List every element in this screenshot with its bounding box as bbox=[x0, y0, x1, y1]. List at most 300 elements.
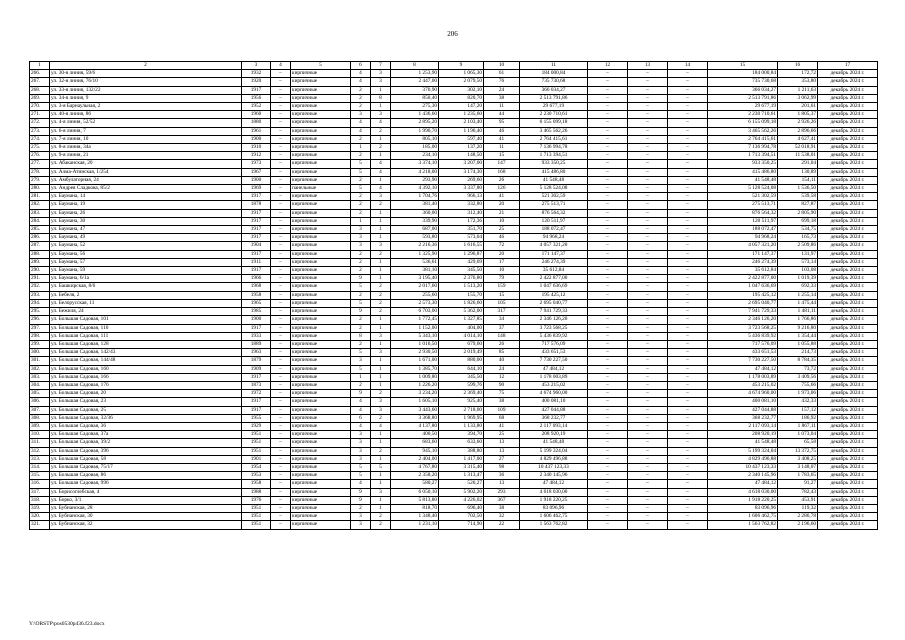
table-cell: – bbox=[668, 217, 708, 225]
table-cell: ул. 7-я линия, 10 bbox=[50, 135, 242, 143]
table-cell: 1 bbox=[371, 431, 391, 439]
table-cell: 1 783,65 bbox=[778, 472, 818, 480]
table-cell: – bbox=[668, 422, 708, 430]
table-cell: 1965 bbox=[242, 299, 271, 307]
table-cell: декабрь 2024 г. bbox=[818, 267, 878, 275]
table-cell: – bbox=[271, 447, 291, 455]
table-cell: 3 bbox=[351, 111, 371, 119]
table-cell: – bbox=[628, 340, 668, 348]
table-cell: – bbox=[628, 365, 668, 373]
table-cell: 11 bbox=[484, 144, 520, 152]
table-cell: 272. bbox=[30, 119, 50, 127]
table-cell: декабрь 2024 г. bbox=[818, 111, 878, 119]
table-cell: 105 bbox=[484, 299, 520, 307]
table-cell: 782,43 bbox=[778, 488, 818, 496]
table-cell: 933 350,25 bbox=[708, 160, 778, 168]
column-header: 11 bbox=[520, 62, 588, 70]
table-cell: – bbox=[588, 267, 628, 275]
table-cell: – bbox=[588, 152, 628, 160]
table-cell: – bbox=[588, 201, 628, 209]
table-cell: 370,90 bbox=[391, 86, 439, 94]
table-cell: 278. bbox=[30, 168, 50, 176]
table-cell: 13 bbox=[484, 480, 520, 488]
table-row bbox=[30, 496, 878, 504]
table-row bbox=[30, 267, 878, 275]
table-body bbox=[30, 70, 878, 529]
table-cell: – bbox=[588, 390, 628, 398]
table-cell: – bbox=[271, 472, 291, 480]
table-cell: 945,10 bbox=[391, 447, 439, 455]
table-cell: 5 bbox=[351, 463, 371, 471]
table-cell: – bbox=[668, 242, 708, 250]
table-cell: 185,00 bbox=[391, 144, 439, 152]
table-cell: 76 bbox=[484, 78, 520, 86]
table-cell: – bbox=[628, 201, 668, 209]
table-cell: 1 bbox=[371, 103, 391, 111]
table-cell: – bbox=[628, 357, 668, 365]
table-cell: 5 128 524,08 bbox=[520, 185, 588, 193]
table-cell: 308. bbox=[30, 414, 50, 422]
table-cell: 339,90 bbox=[391, 217, 439, 225]
table-cell: 1969 bbox=[242, 185, 271, 193]
table-cell: 1 616,55 bbox=[439, 242, 484, 250]
table-cell: 1 973,06 bbox=[778, 390, 818, 398]
table-cell: 4 bbox=[351, 422, 371, 430]
table-cell: 2 103,40 bbox=[439, 119, 484, 127]
table-cell: 3 bbox=[351, 431, 371, 439]
table-cell: 1 606 462,75 bbox=[708, 513, 778, 521]
table-cell: декабрь 2024 г. bbox=[818, 431, 878, 439]
table-cell: декабрь 2024 г. bbox=[818, 349, 878, 357]
table-cell: 2 bbox=[351, 135, 371, 143]
table-row bbox=[30, 414, 878, 422]
table-cell: 597,40 bbox=[439, 135, 484, 143]
table-cell: 298. bbox=[30, 332, 50, 340]
table-cell: 9 bbox=[351, 390, 371, 398]
table-cell: 3 174,30 bbox=[439, 168, 484, 176]
table-cell: 573,04 bbox=[439, 234, 484, 242]
table-cell: 1 867,11 bbox=[778, 422, 818, 430]
table-cell: – bbox=[271, 463, 291, 471]
table-cell: 17 bbox=[484, 258, 520, 266]
table-cell: 7 730 227,50 bbox=[520, 357, 588, 365]
table-cell: – bbox=[271, 439, 291, 447]
table-cell: ул. 30-я линия, 59/6 bbox=[50, 70, 242, 78]
table-cell: – bbox=[668, 463, 708, 471]
table-cell: – bbox=[628, 291, 668, 299]
table-cell: – bbox=[628, 135, 668, 143]
table-cell: 21 bbox=[484, 209, 520, 217]
table-cell: декабрь 2024 г. bbox=[818, 234, 878, 242]
table-cell: – bbox=[588, 316, 628, 324]
table-cell: 1 704,76 bbox=[391, 193, 439, 201]
table-cell: 186,92 bbox=[778, 414, 818, 422]
table-cell: 1901 bbox=[242, 455, 271, 463]
table-cell: 94 968,24 bbox=[520, 234, 588, 242]
table-row bbox=[30, 365, 878, 373]
table-cell: 85 bbox=[484, 349, 520, 357]
table-row bbox=[30, 324, 878, 332]
table-cell: – bbox=[271, 365, 291, 373]
table-cell: ул. Большая Садовая, 37а bbox=[50, 431, 242, 439]
table-cell: 5 199 324,04 bbox=[708, 447, 778, 455]
table-cell: декабрь 2024 г. bbox=[818, 521, 878, 529]
table-cell: – bbox=[628, 127, 668, 135]
table-cell: 573,14 bbox=[778, 258, 818, 266]
table-cell: ул. Большая Садовая, 25 bbox=[50, 406, 242, 414]
table-cell: – bbox=[628, 70, 668, 78]
table-cell: кирпичные bbox=[291, 513, 351, 521]
table-cell: – bbox=[628, 299, 668, 307]
table-cell: 1 990,70 bbox=[391, 127, 439, 135]
table-cell: 2 230 710,61 bbox=[520, 111, 588, 119]
table-cell: 302. bbox=[30, 365, 50, 373]
table-cell: – bbox=[668, 111, 708, 119]
table-cell: 2 bbox=[371, 513, 391, 521]
table-cell: – bbox=[588, 381, 628, 389]
table-cell: 1 bbox=[371, 217, 391, 225]
table-cell: – bbox=[588, 398, 628, 406]
table-cell: 304. bbox=[30, 381, 50, 389]
table-cell: – bbox=[628, 86, 668, 94]
table-cell: 300. bbox=[30, 349, 50, 357]
table-cell: – bbox=[588, 127, 628, 135]
table-cell: – bbox=[668, 275, 708, 283]
table-cell: 1 bbox=[371, 373, 391, 381]
table-cell: 2 196,60 bbox=[778, 521, 818, 529]
table-row bbox=[30, 209, 878, 217]
table-cell: кирпичные bbox=[291, 406, 351, 414]
table-cell: – bbox=[668, 340, 708, 348]
table-row bbox=[30, 103, 878, 111]
table-cell: 266. bbox=[30, 70, 50, 78]
table-cell: 633,60 bbox=[439, 439, 484, 447]
table-cell: 13 372,75 bbox=[778, 447, 818, 455]
table-cell: 2 805,90 bbox=[778, 209, 818, 217]
table-cell: 3 bbox=[351, 234, 371, 242]
table-cell: кирпичные bbox=[291, 504, 351, 512]
table-cell: 2 bbox=[351, 316, 371, 324]
table-cell: 4 618 030,00 bbox=[708, 488, 778, 496]
table-cell: – bbox=[588, 496, 628, 504]
table-row bbox=[30, 217, 878, 225]
table-cell: 2 422 877,00 bbox=[520, 275, 588, 283]
table-cell: ул. Большая Садовая, 39/2 bbox=[50, 439, 242, 447]
table-cell: 1 bbox=[371, 258, 391, 266]
table-cell: кирпичные bbox=[291, 488, 351, 496]
table-cell: 1954 bbox=[242, 463, 271, 471]
table-cell: ул. Большая Садовая, 86 bbox=[50, 472, 242, 480]
table-cell: – bbox=[628, 308, 668, 316]
table-cell: кирпичные bbox=[291, 365, 351, 373]
table-cell: 2 340 145,96 bbox=[520, 472, 588, 480]
column-header: 3 bbox=[242, 62, 271, 70]
table-cell: 1 513,20 bbox=[439, 283, 484, 291]
table-cell: – bbox=[271, 209, 291, 217]
table-cell: 1889 bbox=[242, 340, 271, 348]
table-cell: 75 bbox=[484, 390, 520, 398]
table-cell: 276. bbox=[30, 152, 50, 160]
table-cell: 120 511,97 bbox=[708, 217, 778, 225]
table-cell: – bbox=[588, 258, 628, 266]
table-cell: 1 bbox=[371, 504, 391, 512]
table-cell: – bbox=[271, 340, 291, 348]
table-cell: 10 437 123,33 bbox=[520, 463, 588, 471]
table-cell: 3 bbox=[351, 513, 371, 521]
table-cell: 4 014,10 bbox=[439, 332, 484, 340]
table-cell: 1 417,00 bbox=[439, 455, 484, 463]
table-cell: – bbox=[271, 324, 291, 332]
table-cell: 3 bbox=[371, 488, 391, 496]
table-cell: – bbox=[668, 283, 708, 291]
table-cell: 1 bbox=[371, 275, 391, 283]
table-cell: кирпичные bbox=[291, 308, 351, 316]
table-cell: – bbox=[271, 217, 291, 225]
table-cell: кирпичные bbox=[291, 398, 351, 406]
table-cell: 5 813,80 bbox=[391, 496, 439, 504]
table-cell: – bbox=[628, 463, 668, 471]
table-cell: 155,70 bbox=[439, 291, 484, 299]
table-cell: – bbox=[271, 496, 291, 504]
table-cell: 41 548,48 bbox=[708, 176, 778, 184]
table-cell: декабрь 2024 г. bbox=[818, 86, 878, 94]
table-cell: 1 354,44 bbox=[778, 332, 818, 340]
table-cell: – bbox=[271, 431, 291, 439]
table-cell: кирпичные bbox=[291, 78, 351, 86]
table-cell: ул. Большая Садовая, 32/36 bbox=[50, 414, 242, 422]
table-cell: 1917 bbox=[242, 250, 271, 258]
table-cell: декабрь 2024 г. bbox=[818, 373, 878, 381]
table-cell: 679,60 bbox=[439, 340, 484, 348]
table-cell: 10 bbox=[484, 267, 520, 275]
table-cell: 291. bbox=[30, 275, 50, 283]
table-cell: кирпичные bbox=[291, 332, 351, 340]
table-cell: 3 465 562,26 bbox=[708, 127, 778, 135]
table-cell: 157,12 bbox=[778, 406, 818, 414]
table-cell: 289. bbox=[30, 258, 50, 266]
table-cell: 148 bbox=[484, 332, 520, 340]
table-cell: кирпичные bbox=[291, 209, 351, 217]
table-cell: 9 bbox=[351, 275, 371, 283]
table-cell: – bbox=[668, 258, 708, 266]
table-cell: кирпичные bbox=[291, 176, 351, 184]
table-cell: 1953 bbox=[242, 472, 271, 480]
table-row bbox=[30, 431, 878, 439]
table-cell: 147,20 bbox=[439, 103, 484, 111]
table-cell: кирпичные bbox=[291, 283, 351, 291]
table-cell: 3 443,60 bbox=[391, 406, 439, 414]
table-cell: 1 bbox=[371, 340, 391, 348]
table-cell: 269,60 bbox=[439, 176, 484, 184]
table-row bbox=[30, 226, 878, 234]
table-cell: кирпичные bbox=[291, 86, 351, 94]
table-cell: 1 bbox=[351, 144, 371, 152]
table-cell: 1911 bbox=[242, 258, 271, 266]
table-cell: ул. 33-я линия, 132/22 bbox=[50, 86, 242, 94]
table-cell: – bbox=[668, 455, 708, 463]
table-cell: 293 bbox=[484, 488, 520, 496]
table-cell: 284. bbox=[30, 217, 50, 225]
table-cell: 2 573,30 bbox=[391, 299, 439, 307]
table-cell: 1 805,37 bbox=[778, 111, 818, 119]
table-cell: 1 bbox=[371, 480, 391, 488]
table-cell: 72 bbox=[484, 242, 520, 250]
table-cell: 3 234,20 bbox=[391, 390, 439, 398]
table-cell: 310. bbox=[30, 431, 50, 439]
table-row bbox=[30, 480, 878, 488]
table-cell: 38 bbox=[484, 504, 520, 512]
table-cell: 7 730 227,50 bbox=[708, 357, 778, 365]
table-cell: – bbox=[668, 316, 708, 324]
table-row bbox=[30, 308, 878, 316]
table-cell: 34 bbox=[484, 316, 520, 324]
table-cell: – bbox=[271, 111, 291, 119]
table-cell: 4 bbox=[351, 480, 371, 488]
table-cell: 3 337,80 bbox=[439, 185, 484, 193]
table-cell: – bbox=[668, 119, 708, 127]
table-cell: декабрь 2024 г. bbox=[818, 332, 878, 340]
table-cell: 24 bbox=[484, 86, 520, 94]
table-cell: 5 bbox=[351, 283, 371, 291]
table-cell: – bbox=[628, 381, 668, 389]
table-cell: 2 bbox=[351, 176, 371, 184]
table-cell: 1880 bbox=[242, 119, 271, 127]
table-row bbox=[30, 160, 878, 168]
table-cell: 1 065,30 bbox=[439, 70, 484, 78]
table-cell: – bbox=[628, 94, 668, 102]
table-cell: – bbox=[588, 275, 628, 283]
table-cell: – bbox=[271, 308, 291, 316]
table-cell: – bbox=[588, 439, 628, 447]
table-cell: 388,80 bbox=[439, 447, 484, 455]
table-cell: 3 207,00 bbox=[439, 160, 484, 168]
table-cell: 2 513 791,86 bbox=[520, 94, 588, 102]
table-cell: 274. bbox=[30, 135, 50, 143]
table-cell: 2 bbox=[351, 250, 371, 258]
table-cell: декабрь 2024 г. bbox=[818, 422, 878, 430]
table-cell: 400,50 bbox=[391, 431, 439, 439]
table-cell: ул. Большая Садовая, 23 bbox=[50, 398, 242, 406]
table-cell: 41 bbox=[484, 135, 520, 143]
table-cell: 36 bbox=[484, 472, 520, 480]
table-cell: ул. 4-я линия, 52/52 bbox=[50, 119, 242, 127]
table-row bbox=[30, 70, 878, 78]
table-cell: кирпичные bbox=[291, 381, 351, 389]
table-cell: – bbox=[588, 513, 628, 521]
table-row bbox=[30, 340, 878, 348]
table-cell: 13 bbox=[484, 439, 520, 447]
table-cell: – bbox=[271, 291, 291, 299]
table-cell: 5 436 839,92 bbox=[520, 332, 588, 340]
table-cell: ул. Баумана, 47 bbox=[50, 226, 242, 234]
table-cell: – bbox=[271, 283, 291, 291]
table-cell: 303. bbox=[30, 373, 50, 381]
table-cell: – bbox=[668, 250, 708, 258]
table-cell: – bbox=[628, 406, 668, 414]
table-cell: – bbox=[628, 472, 668, 480]
table-cell: 309. bbox=[30, 422, 50, 430]
table-cell: 275,30 bbox=[391, 103, 439, 111]
table-row bbox=[30, 373, 878, 381]
table-cell: 1 073,04 bbox=[778, 431, 818, 439]
table-cell: – bbox=[271, 160, 291, 168]
table-cell: 1 563 762,82 bbox=[708, 521, 778, 529]
table-cell: 400 081,10 bbox=[520, 398, 588, 406]
table-cell: – bbox=[588, 209, 628, 217]
table-cell: 360,00 bbox=[391, 209, 439, 217]
table-cell: 2 bbox=[371, 250, 391, 258]
table-cell: кирпичные bbox=[291, 463, 351, 471]
table-cell: 5 436 839,92 bbox=[708, 332, 778, 340]
table-cell: 3 bbox=[371, 193, 391, 201]
table-cell: 5 bbox=[351, 349, 371, 357]
table-cell: 1963 bbox=[242, 349, 271, 357]
table-cell: кирпичные bbox=[291, 70, 351, 78]
table-cell: – bbox=[588, 349, 628, 357]
table-cell: 35 612,84 bbox=[520, 267, 588, 275]
table-cell: декабрь 2024 г. bbox=[818, 94, 878, 102]
table-cell: – bbox=[271, 152, 291, 160]
table-cell: – bbox=[668, 308, 708, 316]
table-cell: – bbox=[271, 135, 291, 143]
table-cell: кирпичные bbox=[291, 193, 351, 201]
table-cell: 1 016,50 bbox=[391, 340, 439, 348]
table-cell: 286. bbox=[30, 234, 50, 242]
table-cell: кирпичные bbox=[291, 242, 351, 250]
table-cell: 1966 bbox=[242, 275, 271, 283]
table-cell: 301. bbox=[30, 357, 50, 365]
table-cell: – bbox=[628, 267, 668, 275]
table-cell: 5 bbox=[351, 160, 371, 168]
table-cell: 279. bbox=[30, 176, 50, 184]
table-cell: ул. Большая Садовая, 176 bbox=[50, 381, 242, 389]
table-cell: – bbox=[588, 373, 628, 381]
table-cell: – bbox=[588, 176, 628, 184]
table-cell: 4 bbox=[351, 70, 371, 78]
table-cell: – bbox=[668, 176, 708, 184]
table-cell: 1 713 394,51 bbox=[708, 152, 778, 160]
table-cell: кирпичные bbox=[291, 340, 351, 348]
table-cell: 1 766,86 bbox=[778, 316, 818, 324]
table-row bbox=[30, 332, 878, 340]
table-cell: 1910 bbox=[242, 144, 271, 152]
table-cell: 5 362,00 bbox=[439, 308, 484, 316]
table-cell: 148,50 bbox=[439, 152, 484, 160]
table-cell: 184 000,84 bbox=[708, 70, 778, 78]
table-cell: декабрь 2024 г. bbox=[818, 504, 878, 512]
table-cell: – bbox=[628, 455, 668, 463]
table-cell: 345,50 bbox=[439, 267, 484, 275]
table-cell: 366 034,27 bbox=[708, 86, 778, 94]
table-cell: 1 481,11 bbox=[778, 308, 818, 316]
table-cell: 2 358,20 bbox=[391, 472, 439, 480]
table-cell: 2 376,80 bbox=[439, 275, 484, 283]
table-cell: декабрь 2024 г. bbox=[818, 439, 878, 447]
table-row bbox=[30, 283, 878, 291]
table-cell: 195 425,12 bbox=[708, 291, 778, 299]
table-cell: кирпичные bbox=[291, 144, 351, 152]
table-cell: – bbox=[271, 78, 291, 86]
table-cell: 4 bbox=[371, 160, 391, 168]
table-cell: ул. Баумана, 59 bbox=[50, 267, 242, 275]
table-cell: 5 bbox=[351, 472, 371, 480]
table-cell: 281. bbox=[30, 193, 50, 201]
table-cell: 1878 bbox=[242, 201, 271, 209]
table-cell: – bbox=[668, 365, 708, 373]
table-cell: 184 000,84 bbox=[520, 70, 588, 78]
column-header: 14 bbox=[668, 62, 708, 70]
table-cell: 2 346 126,20 bbox=[708, 316, 778, 324]
